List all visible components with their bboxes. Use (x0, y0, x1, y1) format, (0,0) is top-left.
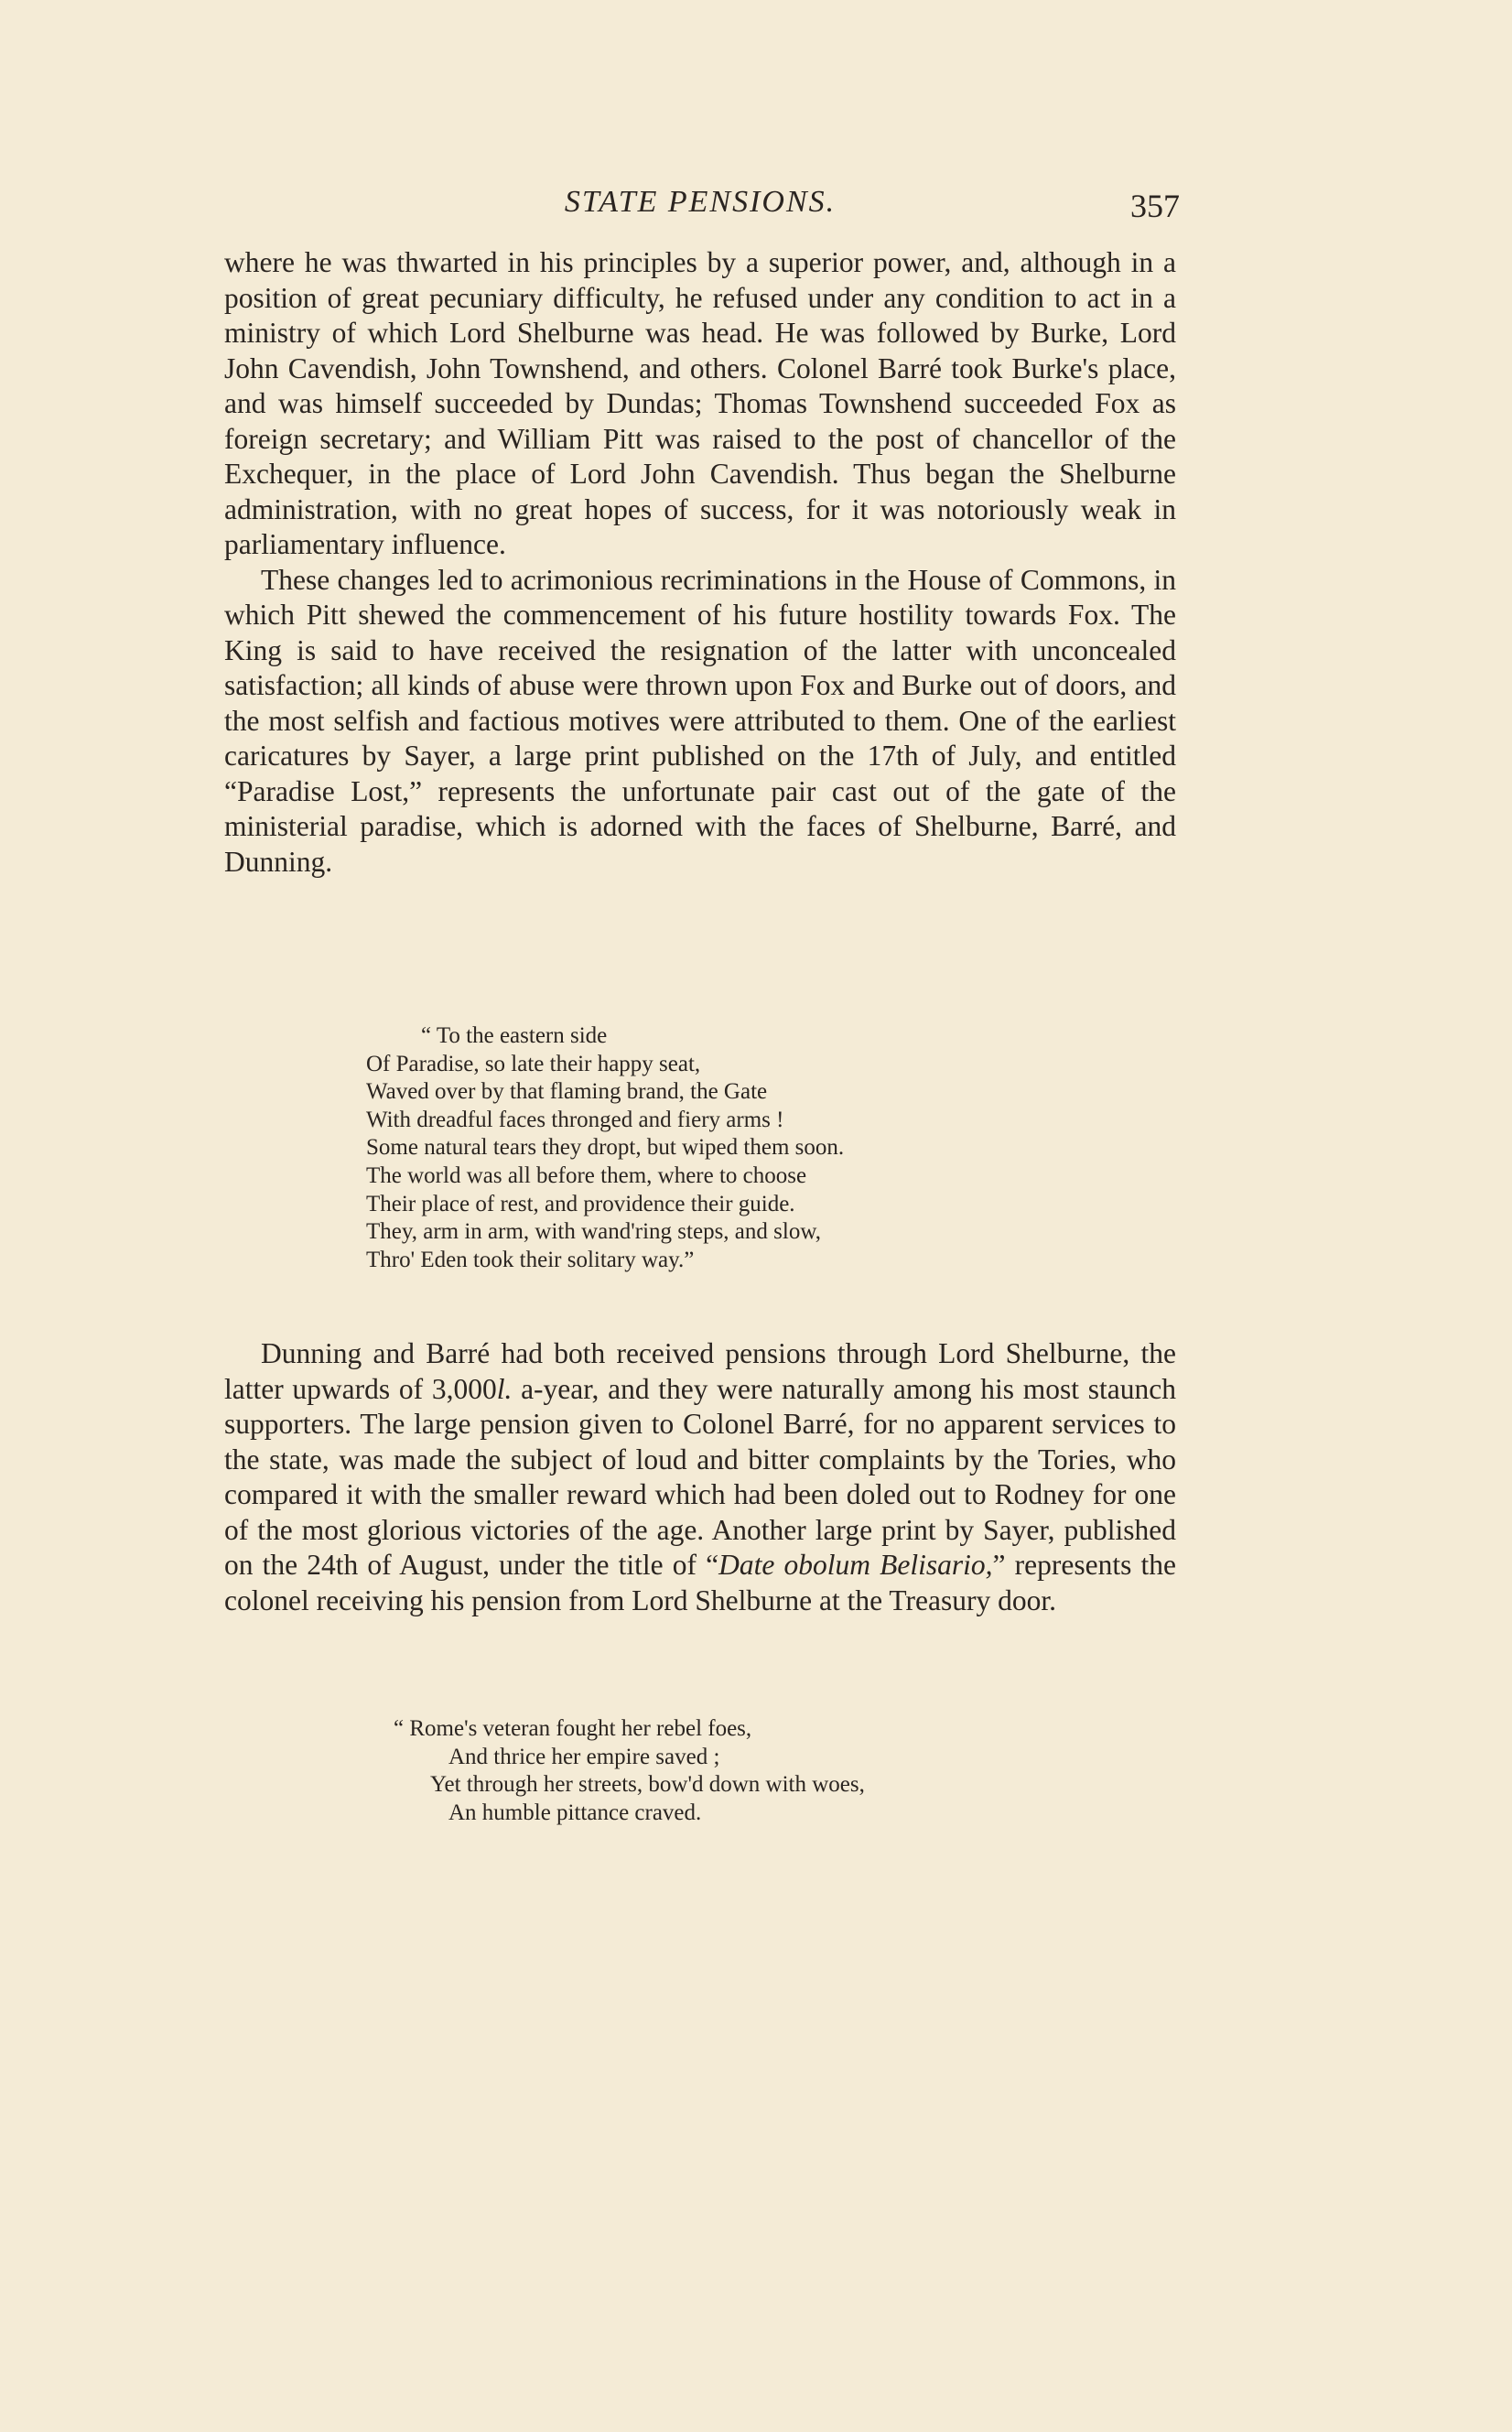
body-text-lower (224, 1336, 1176, 1618)
verse-line: Waved over by that flaming brand, the Gate (366, 1079, 768, 1105)
verse-line: Their place of rest, and providence their guide. (366, 1191, 795, 1216)
currency-symbol: l. (496, 1372, 513, 1405)
verse-line: Some natural tears they dropt, but wiped them soon. (366, 1135, 845, 1161)
paragraph-text: ” represents the colonel receiving his pension from Lord Shelburne at the Treasury door. (224, 1549, 1176, 1616)
verse-line: “ Rome's veteran fought her rebel foes, (394, 1716, 752, 1741)
paragraph-text: Dunning and Barré had both received pensions through Lord Shelburne, the latter upwards of 3,000 (224, 1337, 1176, 1405)
paragraph (224, 1336, 1176, 1618)
verse-line: The world was all before them, where to choose (366, 1162, 807, 1188)
verse-line: Thro' Eden took their solitary way.” (366, 1247, 695, 1272)
body-text-upper (224, 245, 1176, 880)
page-number: 357 (1130, 188, 1180, 224)
running-title: STATE PENSIONS. (564, 185, 837, 219)
verse-line: With dreadful faces thronged and fiery arms ! (366, 1107, 784, 1132)
verse-line: Of Paradise, so late their happy seat, (366, 1051, 701, 1076)
print-title: Date obolum Belisario, (718, 1549, 993, 1581)
paragraph: These changes led to acrimonious recriminations in the House of Commons, in which Pitt shewed the commencement of his future hostility towards Fox. The King is said to have received the resignation of the latter with unconcealed satisfaction; all kinds of abuse were thrown upon Fox and Burke out of doors, and the most selfish and factious motives were attributed to them. One of the earliest caricatures by Sayer, a large print published on the 17th of July, and entitled “Paradise Lost,” represents the unfortunate pair cast out of the gate of the ministerial paradise, which is adorned with the faces of Shelburne, Barré, and Dunning. (224, 563, 1176, 878)
paragraph: where he was thwarted in his principles by a superior power, and, although in a position of great pecuniary difficulty, he refused under any condition to act in a ministry of which Lord Shelburne was head. He was followed by Burke, Lord John Cavendish, John Townshend, and others. Colonel Barré took Burke's place, and was himself succeeded by Dundas; Thomas Townshend succeeded Fox as foreign secretary; and William Pitt was raised to the post of chancellor of the Exchequer, in the place of Lord John Cavendish. Thus began the Shelburne administration, with no great hopes of success, for it was notoriously weak in parliamentary influence. (224, 246, 1176, 560)
verse-line: An humble pittance craved. (448, 1800, 702, 1825)
verse-quotation-paradise-lost (366, 1022, 844, 1274)
verse-line: They, arm in arm, with wand'ring steps, and slow, (366, 1219, 821, 1245)
paragraph-text: a-year, and they were naturally among his most staunch supporters. The large pension given to Colonel Barré, for no apparent services to the state, was made the subject of loud and bitter complaints by the Tories, who compared it with the smaller reward which had been doled out to Rodney for one of the most glorious victories of the age. Another large print by Sayer, published on the 24th of August, under the title of “ (224, 1372, 1176, 1581)
running-head (224, 181, 1180, 227)
verse-line: And thrice her empire saved ; (448, 1744, 720, 1769)
verse-quotation-belisarius (394, 1715, 865, 1827)
verse-line: “ To the eastern side (421, 1023, 608, 1048)
verse-line: Yet through her streets, bow'd down with woes, (430, 1772, 865, 1798)
